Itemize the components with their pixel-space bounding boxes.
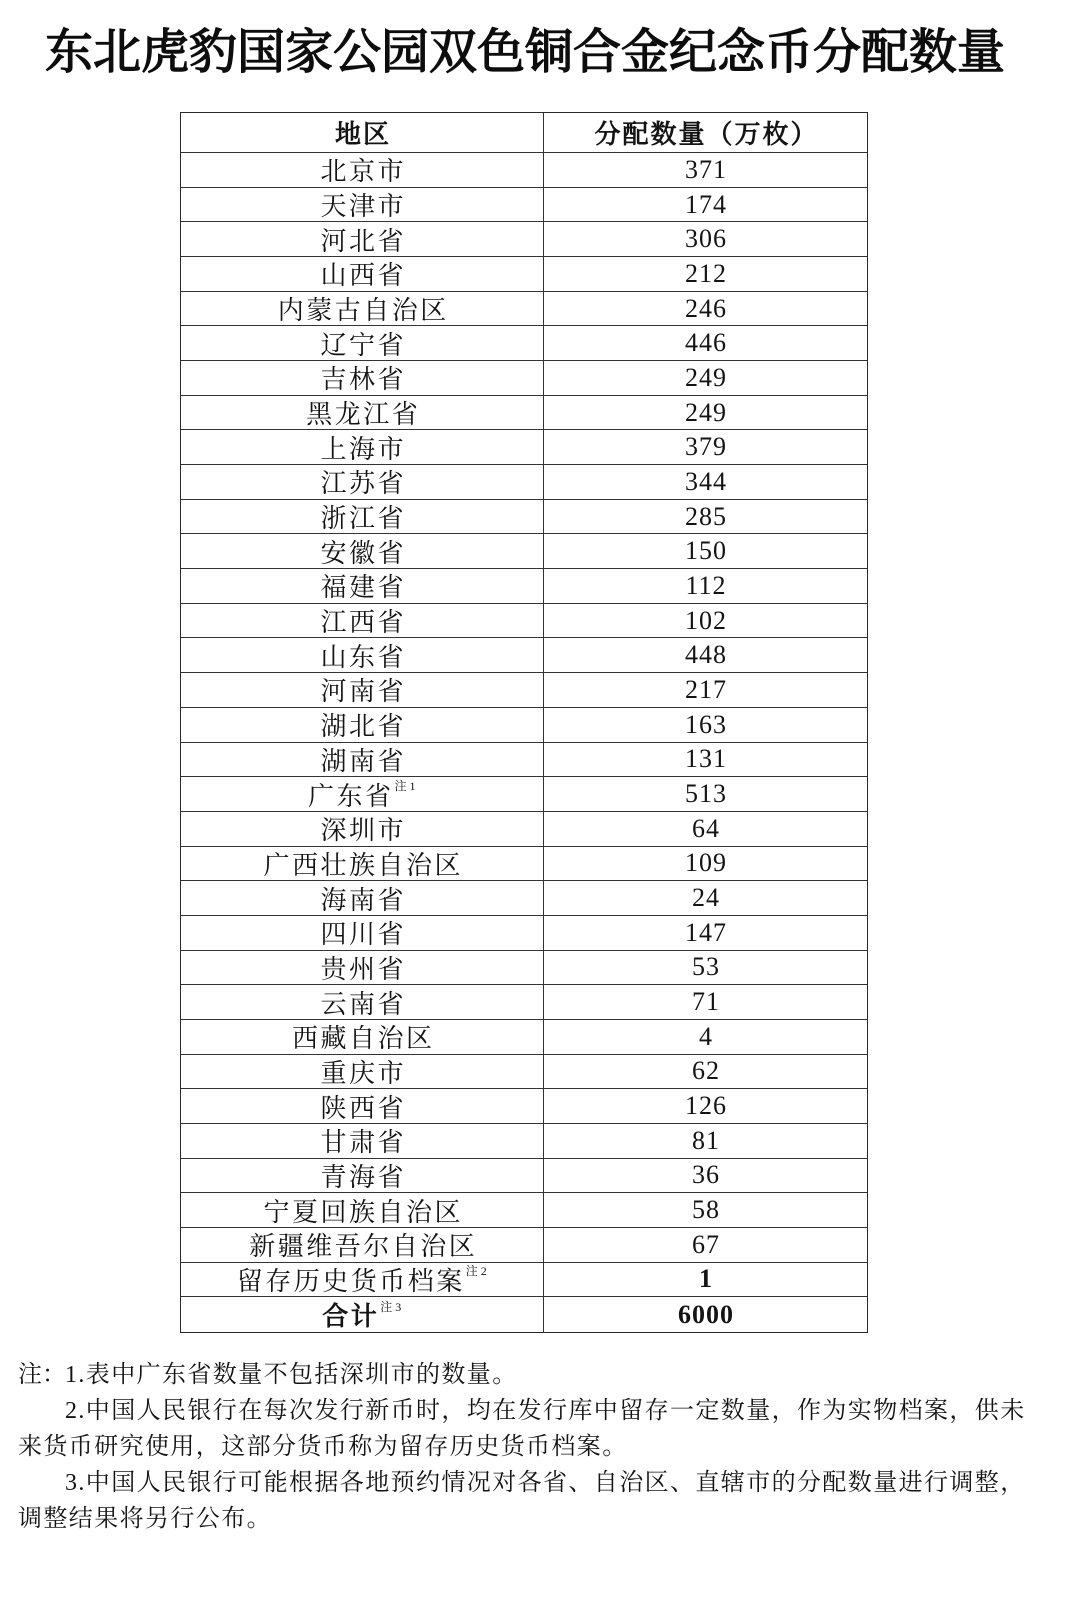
region-name: 浙江省 [320, 504, 406, 534]
region-name: 内蒙古自治区 [277, 296, 449, 326]
region-name: 山西省 [320, 261, 406, 291]
quantity-cell [544, 222, 867, 256]
quantity-cell [544, 985, 867, 1019]
region-name: 福建省 [320, 573, 406, 603]
note-3-line-2 [18, 1501, 1026, 1537]
quantity-value: 36 [692, 1160, 720, 1190]
region-cell [181, 1055, 544, 1089]
region-cell [181, 500, 544, 534]
total-label-cell [181, 1297, 544, 1332]
table-row [181, 222, 867, 257]
region-cell [181, 188, 544, 222]
region-name: 山东省 [320, 642, 406, 672]
total-quantity: 6000 [678, 1299, 734, 1329]
region-name: 辽宁省 [320, 330, 406, 360]
quantity-cell [544, 1020, 867, 1054]
table-row [181, 1228, 867, 1263]
document-title: 东北虎豹国家公园双色铜合金纪念币分配数量 [45, 26, 1006, 79]
region-name: 江西省 [320, 608, 406, 638]
total-row [181, 1297, 867, 1332]
table-row [181, 881, 867, 916]
quantity-value: 163 [685, 709, 727, 739]
notes-section [18, 1357, 1026, 1537]
quantity-value: 67 [692, 1229, 720, 1259]
region-cell [181, 847, 544, 881]
quantity-value: 371 [685, 154, 727, 184]
quantity-value: 217 [685, 674, 727, 704]
note-2-line-1 [18, 1393, 1026, 1429]
table-row [181, 1193, 867, 1228]
total-label: 合计 [322, 1302, 380, 1332]
quantity-value: 379 [685, 432, 727, 462]
region-cell [181, 777, 544, 811]
region-cell [181, 430, 544, 464]
quantity-cell [544, 257, 867, 291]
header-region: 地区 [181, 113, 544, 152]
quantity-value: 24 [692, 883, 720, 913]
quantity-cell [544, 1124, 867, 1158]
footnote-marker: 注2 [465, 1264, 490, 1279]
region-name: 留存历史货币档案 [236, 1266, 465, 1296]
quantity-cell [544, 1228, 867, 1262]
quantity-value: 131 [685, 744, 727, 774]
table-body [181, 153, 867, 1332]
quantity-value: 71 [692, 987, 720, 1017]
quantity-value: 62 [692, 1056, 720, 1086]
quantity-cell [544, 430, 867, 464]
quantity-cell [544, 188, 867, 222]
quantity-value: 513 [685, 779, 727, 808]
region-cell [181, 1020, 544, 1054]
table-row [181, 777, 867, 812]
quantity-cell [544, 708, 867, 742]
region-cell [181, 708, 544, 742]
region-name: 广西壮族自治区 [263, 850, 463, 880]
table-row [181, 257, 867, 292]
table-row [181, 396, 867, 431]
table-row [181, 1124, 867, 1159]
quantity-cell [544, 569, 867, 603]
quantity-cell [544, 465, 867, 499]
table-row [181, 361, 867, 396]
region-name: 吉林省 [320, 365, 406, 395]
quantity-cell [544, 326, 867, 360]
region-name: 贵州省 [320, 954, 406, 984]
quantity-cell [544, 881, 867, 915]
region-name: 青海省 [320, 1162, 406, 1192]
quantity-cell [544, 951, 867, 985]
table-row [181, 673, 867, 708]
quantity-cell [544, 1055, 867, 1089]
table-row [181, 708, 867, 743]
note-text: 3.中国人民银行可能根据各地预约情况对各省、自治区、直辖市的分配数量进行调整， [65, 1470, 1026, 1496]
quantity-cell [544, 604, 867, 638]
quantity-value: 53 [692, 952, 720, 982]
table-row [181, 534, 867, 569]
allocation-table [180, 112, 868, 1333]
region-cell [181, 881, 544, 915]
region-name: 四川省 [320, 920, 406, 950]
quantity-value: 212 [685, 258, 727, 288]
region-cell [181, 1089, 544, 1123]
region-cell [181, 222, 544, 256]
table-row [181, 604, 867, 639]
quantity-value: 249 [685, 362, 727, 392]
region-name: 深圳市 [320, 816, 406, 846]
table-row [181, 569, 867, 604]
table-row [181, 1020, 867, 1055]
quantity-cell [544, 500, 867, 534]
region-cell [181, 361, 544, 395]
quantity-cell [544, 743, 867, 777]
header-quantity: 分配数量（万枚） [594, 120, 819, 149]
region-name: 西藏自治区 [291, 1024, 435, 1054]
region-cell [181, 1228, 544, 1262]
note-1-line-1 [18, 1357, 1026, 1393]
region-cell [181, 673, 544, 707]
table-row [181, 1263, 867, 1298]
quantity-cell [544, 673, 867, 707]
region-cell [181, 326, 544, 360]
quantity-value: 112 [685, 570, 727, 600]
quantity-cell [544, 153, 867, 187]
region-cell [181, 534, 544, 568]
quantity-value: 109 [685, 848, 727, 878]
table-row [181, 847, 867, 882]
quantity-value: 150 [685, 536, 727, 566]
region-name: 江苏省 [320, 469, 406, 499]
table-row [181, 951, 867, 986]
quantity-value: 246 [685, 293, 727, 323]
quantity-value: 1 [699, 1264, 713, 1294]
table-row [181, 430, 867, 465]
quantity-value: 306 [685, 224, 727, 254]
note-text: 1.表中广东省数量不包括深圳市的数量。 [65, 1362, 518, 1388]
region-name: 甘肃省 [320, 1128, 406, 1158]
region-name: 湖南省 [320, 746, 406, 776]
table-row [181, 743, 867, 778]
region-cell [181, 257, 544, 291]
table-row [181, 916, 867, 951]
region-name: 河南省 [320, 677, 406, 707]
quantity-cell [544, 1159, 867, 1193]
region-cell [181, 916, 544, 950]
quantity-value: 344 [685, 466, 727, 496]
table-row [181, 153, 867, 188]
region-cell [181, 569, 544, 603]
table-header-row [181, 113, 867, 153]
footnote-marker: 注3 [380, 1299, 405, 1314]
footnote-marker: 注1 [394, 779, 419, 793]
quantity-cell [544, 1263, 867, 1297]
quantity-value: 446 [685, 328, 727, 358]
quantity-value: 102 [685, 605, 727, 635]
table-row [181, 1089, 867, 1124]
quantity-value: 4 [699, 1021, 713, 1051]
region-name: 安徽省 [320, 538, 406, 568]
region-cell [181, 638, 544, 672]
region-cell [181, 1193, 544, 1227]
region-name: 天津市 [320, 192, 406, 222]
note-3-line-1 [18, 1465, 1026, 1501]
quantity-value: 126 [685, 1091, 727, 1121]
table-row [181, 326, 867, 361]
region-name: 陕西省 [320, 1093, 406, 1123]
region-name: 云南省 [320, 989, 406, 1019]
table-row [181, 638, 867, 673]
region-name: 湖北省 [320, 712, 406, 742]
note-text: 来货币研究使用，这部分货币称为留存历史货币档案。 [18, 1434, 628, 1460]
region-cell [181, 465, 544, 499]
region-cell [181, 292, 544, 326]
quantity-cell [544, 777, 867, 811]
region-name: 重庆市 [320, 1058, 406, 1088]
region-cell [181, 1124, 544, 1158]
quantity-value: 64 [692, 813, 720, 843]
notes-prefix: 注： [18, 1362, 66, 1388]
quantity-value: 285 [685, 501, 727, 531]
table-row [181, 985, 867, 1020]
table-row [181, 188, 867, 223]
quantity-cell [544, 638, 867, 672]
region-cell [181, 153, 544, 187]
quantity-value: 174 [685, 189, 727, 219]
quantity-value: 81 [692, 1125, 720, 1155]
region-cell [181, 1159, 544, 1193]
quantity-cell [544, 396, 867, 430]
region-name: 上海市 [320, 434, 406, 464]
region-name: 宁夏回族自治区 [263, 1197, 463, 1227]
region-name: 广东省 [307, 781, 394, 811]
table-row [181, 812, 867, 847]
region-name: 黑龙江省 [306, 400, 421, 430]
quantity-cell [544, 916, 867, 950]
region-cell [181, 951, 544, 985]
region-name: 海南省 [320, 885, 406, 915]
region-name: 新疆维吾尔自治区 [249, 1232, 478, 1262]
table-row [181, 465, 867, 500]
quantity-cell [544, 812, 867, 846]
quantity-cell [544, 1089, 867, 1123]
region-name: 河北省 [320, 226, 406, 256]
total-quantity-cell [544, 1297, 867, 1332]
table-row [181, 500, 867, 535]
region-cell [181, 1263, 544, 1297]
table-row [181, 1159, 867, 1194]
region-cell [181, 396, 544, 430]
quantity-cell [544, 361, 867, 395]
note-text: 2.中国人民银行在每次发行新币时，均在发行库中留存一定数量，作为实物档案，供未 [65, 1398, 1026, 1424]
region-cell [181, 743, 544, 777]
quantity-cell [544, 1193, 867, 1227]
table-row [181, 1055, 867, 1090]
region-name: 北京市 [320, 157, 406, 187]
region-cell [181, 604, 544, 638]
quantity-value: 249 [685, 397, 727, 427]
quantity-cell [544, 847, 867, 881]
quantity-value: 58 [692, 1195, 720, 1225]
note-text: 调整结果将另行公布。 [18, 1506, 272, 1532]
region-cell [181, 812, 544, 846]
quantity-cell [544, 534, 867, 568]
quantity-cell [544, 292, 867, 326]
note-2-line-2 [18, 1429, 1026, 1465]
quantity-value: 147 [685, 917, 727, 947]
table-row [181, 292, 867, 327]
region-cell [181, 985, 544, 1019]
quantity-value: 448 [685, 640, 727, 670]
